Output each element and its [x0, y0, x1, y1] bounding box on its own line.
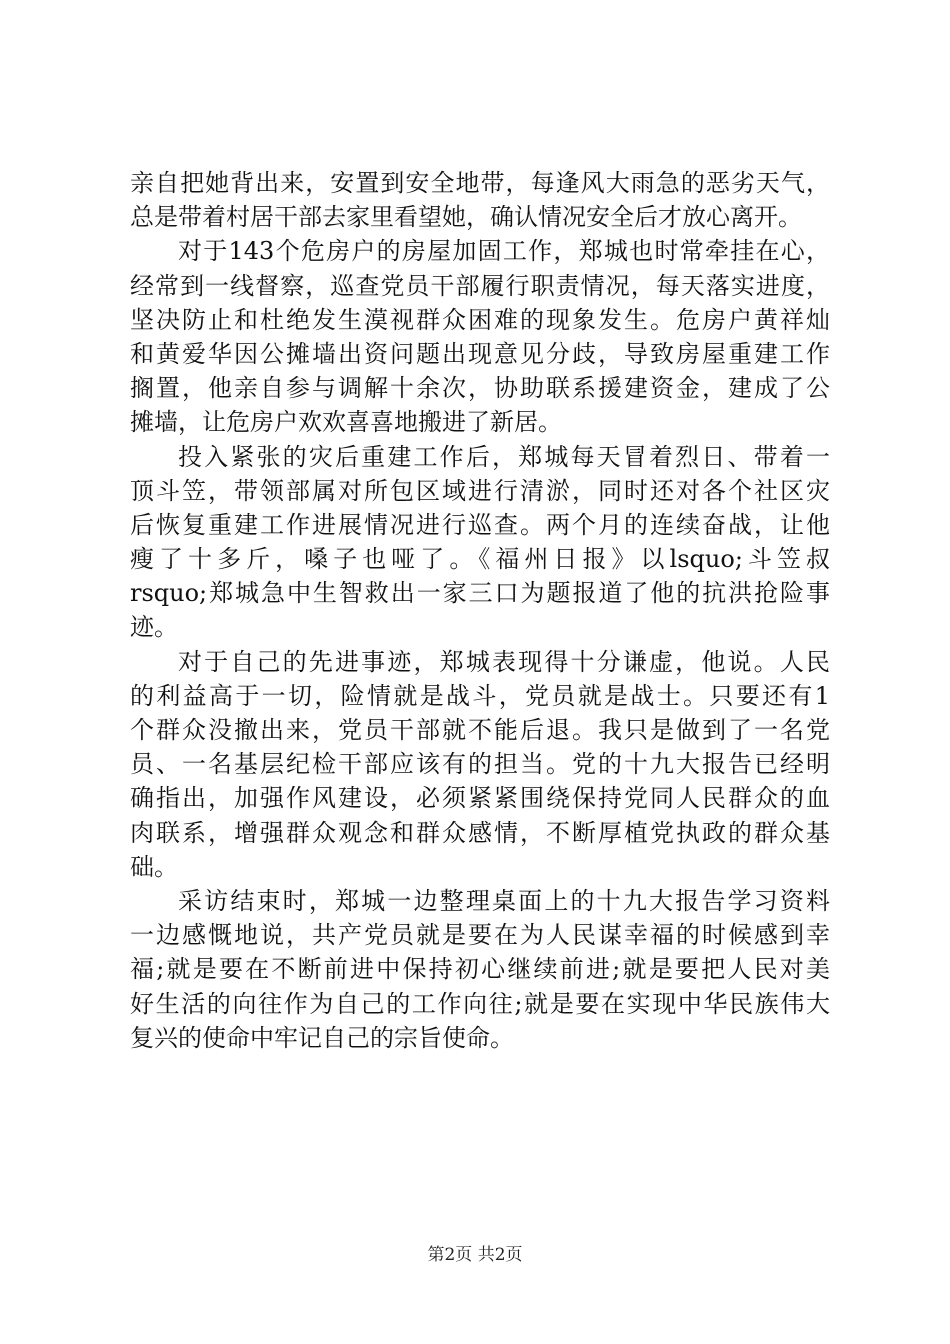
text-line: 瘦了十多斤，嗓子也哑了。《福州日报》以lsquo;斗笠叔	[130, 545, 830, 574]
text-line: rsquo;郑城急中生智救出一家三口为题报道了他的抗洪抢险事	[130, 579, 830, 608]
text-line: 和黄爱华因公摊墙出资问题出现意见分歧，导致房屋重建工作	[130, 339, 830, 368]
text-line: 搁置，他亲自参与调解十余次，协助联系援建资金，建成了公	[130, 374, 830, 403]
text-line: 后恢复重建工作进展情况进行巡查。两个月的连续奋战，让他	[130, 510, 830, 539]
text-line: 福;就是要在不断前进中保持初心继续前进;就是要把人民对美	[130, 955, 830, 984]
text-line: 复兴的使命中牢记自己的宗旨使命。	[130, 1023, 514, 1052]
text-line: 坚决防止和杜绝发生漠视群众困难的现象发生。危房户黄祥灿	[130, 305, 830, 334]
text-line: 个群众没撤出来，党员干部就不能后退。我只是做到了一名党	[130, 716, 830, 744]
text-line: 确指出，加强作风建设，必须紧紧围绕保持党同人民群众的血	[130, 784, 830, 813]
text-line: 顶斗笠，带领部属对所包区域进行清淤，同时还对各个社区灾	[130, 476, 830, 505]
text-line: 础。	[130, 852, 178, 881]
text-line: 迹。	[130, 613, 178, 642]
page-footer	[0, 1243, 950, 1267]
text-line: 摊墙，让危房户欢欢喜喜地搬进了新居。	[130, 408, 562, 437]
text-line: 经常到一线督察，巡查党员干部履行职责情况，每天落实进度，	[130, 271, 830, 300]
page-number-label: 第2页 共2页	[427, 1245, 523, 1265]
paragraph-first-line: 采访结束时，郑城一边整理桌面上的十九大报告学习资料	[178, 886, 830, 915]
text-line: 的利益高于一切，险情就是战斗，党员就是战士。只要还有1	[130, 681, 830, 710]
text-line: 好生活的向往作为自己的工作向往;就是要在实现中华民族伟大	[130, 989, 830, 1018]
paragraph-first-line: 对于143个危房户的房屋加固工作，郑城也时常牵挂在心，	[178, 237, 830, 266]
text-line: 员、一名基层纪检干部应该有的担当。党的十九大报告已经明	[130, 750, 830, 779]
text-line: 一边感慨地说，共产党员就是要在为人民谋幸福的时候感到幸	[130, 921, 830, 950]
text-line: 亲自把她背出来，安置到安全地带，每逢风大雨急的恶劣天气，	[130, 169, 830, 197]
paragraph-first-line: 对于自己的先进事迹，郑城表现得十分谦虚，他说。人民	[178, 647, 830, 676]
text-line: 总是带着村居干部去家里看望她，确认情况安全后才放心离开。	[130, 203, 802, 232]
body-text	[130, 166, 830, 1055]
text-line: 肉联系，增强群众观念和群众感情，不断厚植党执政的群众基	[130, 818, 830, 847]
paragraph-first-line: 投入紧张的灾后重建工作后，郑城每天冒着烈日、带着一	[178, 442, 830, 471]
